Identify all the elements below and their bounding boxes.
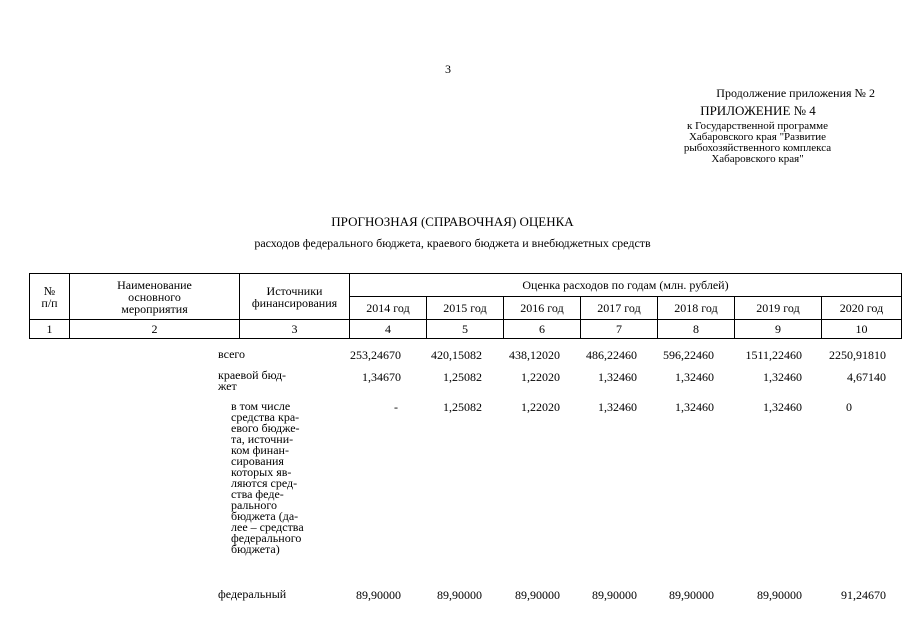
value-cell: 1,34670 — [362, 370, 401, 384]
value-cell: 1,25082 — [443, 370, 482, 384]
value-cell: 253,24670 — [350, 348, 401, 362]
value-cell: 1,32460 — [675, 400, 714, 414]
row-label-federal: федеральный — [218, 587, 287, 601]
value-cell: 89,90000 — [356, 588, 401, 602]
value-cell: 1,32460 — [763, 370, 802, 384]
value-cell: 89,90000 — [592, 588, 637, 602]
header-year: 2017 год — [581, 297, 658, 320]
header-year: 2015 год — [427, 297, 504, 320]
appendix-line: Хабаровского края" — [711, 153, 804, 165]
expenses-table — [29, 273, 902, 339]
document-subtitle: расходов федерального бюджета, краевого бюджета и внебюджетных средств — [254, 236, 651, 250]
value-cell: 89,90000 — [515, 588, 560, 602]
header-source: Источники финансирования — [240, 274, 350, 320]
header-year: 2016 год — [504, 297, 581, 320]
row-label-regional: краевой бюд- жет — [218, 368, 287, 393]
row-label-including: в том числе средства кра- евого бюдже- та, источни- ком финан- сирования которых яв- ляются сред- ства феде- рального бюджета (да- лее – средства федерального бюджета) — [231, 399, 304, 556]
column-number: 10 — [822, 320, 902, 339]
value-cell: 1511,22460 — [745, 348, 802, 362]
value-cell: 89,90000 — [669, 588, 714, 602]
value-cell: 1,32460 — [598, 400, 637, 414]
value-cell: 1,32460 — [598, 370, 637, 384]
value-cell: 4,67140 — [847, 370, 886, 384]
value-cell: 486,22460 — [586, 348, 637, 362]
column-number: 5 — [427, 320, 504, 339]
value-cell: 1,22020 — [521, 400, 560, 414]
value-cell: 1,25082 — [443, 400, 482, 414]
value-cell: 596,22460 — [663, 348, 714, 362]
column-number: 4 — [350, 320, 427, 339]
document-title: ПРОГНОЗНАЯ (СПРАВОЧНАЯ) ОЦЕНКА — [331, 214, 574, 229]
header-year: 2020 год — [822, 297, 902, 320]
header-name: Наименование основного мероприятия — [70, 274, 240, 320]
row-label-total: всего — [218, 347, 246, 361]
value-cell: 420,15082 — [431, 348, 482, 362]
column-number: 9 — [735, 320, 822, 339]
column-number: 2 — [70, 320, 240, 339]
value-cell: 438,12020 — [509, 348, 560, 362]
appendix-reference — [655, 121, 860, 165]
value-cell: 1,32460 — [675, 370, 714, 384]
header-year: 2019 год — [735, 297, 822, 320]
column-number: 3 — [240, 320, 350, 339]
continuation-note: Продолжение приложения № 2 — [716, 86, 875, 100]
value-cell: 1,32460 — [763, 400, 802, 414]
header-year: 2018 год — [658, 297, 735, 320]
column-number: 6 — [504, 320, 581, 339]
value-cell: 91,24670 — [841, 588, 886, 602]
value-cell: 2250,91810 — [829, 348, 886, 362]
appendix-line: рыбохозяйственного комплекса — [683, 142, 832, 154]
column-number: 8 — [658, 320, 735, 339]
appendix-title: ПРИЛОЖЕНИЕ № 4 — [700, 103, 816, 118]
page-number: 3 — [445, 62, 451, 76]
value-cell: 89,90000 — [437, 588, 482, 602]
column-number: 7 — [581, 320, 658, 339]
appendix-line: Хабаровского края "Развитие — [688, 131, 827, 143]
column-number: 1 — [30, 320, 70, 339]
value-cell: - — [394, 400, 398, 414]
header-group: Оценка расходов по годам (млн. рублей) — [350, 274, 902, 297]
header-year: 2014 год — [350, 297, 427, 320]
appendix-line: к Государственной программе — [687, 120, 828, 132]
value-cell: 0 — [846, 400, 852, 414]
value-cell: 89,90000 — [757, 588, 802, 602]
header-no: № п/п — [30, 274, 70, 320]
value-cell: 1,22020 — [521, 370, 560, 384]
